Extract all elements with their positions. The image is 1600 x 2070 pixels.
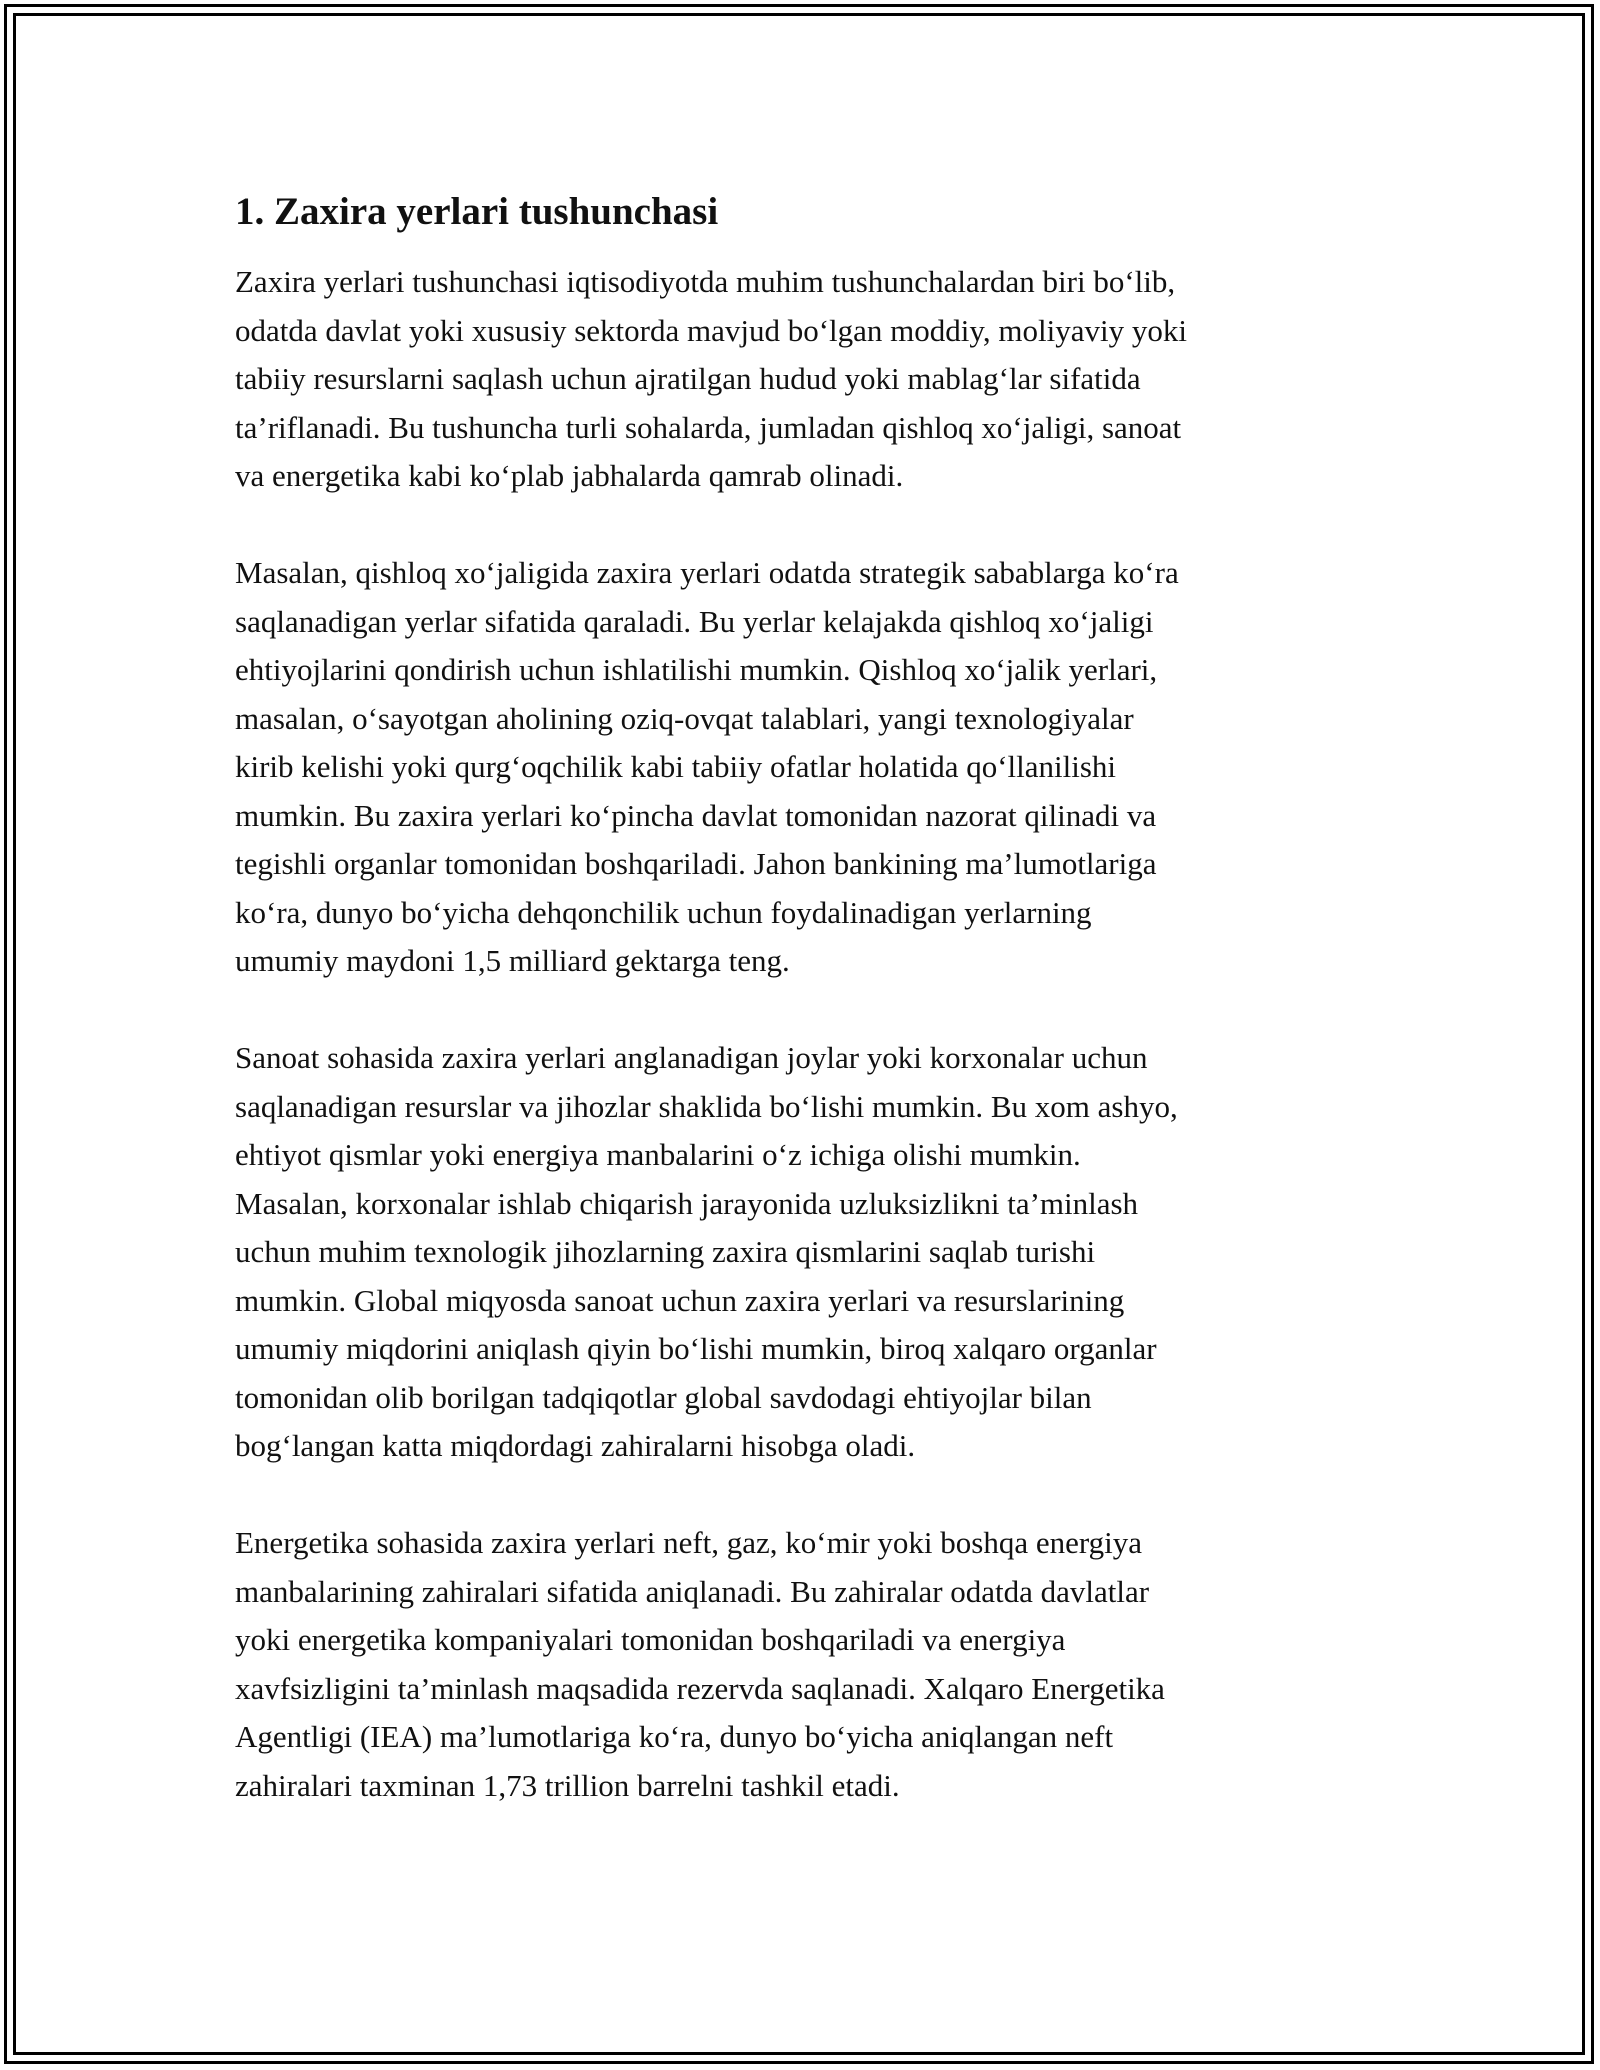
paragraph-intro bbox=[235, 258, 1375, 501]
text-line: saqlanadigan resurslar va jihozlar shaklida bo‘lishi mumkin. Bu xom ashyo, bbox=[235, 1088, 1178, 1124]
text-line: Energetika sohasida zaxira yerlari neft, gaz, ko‘mir yoki boshqa energiya bbox=[235, 1525, 1142, 1560]
text-line: mumkin. Global miqyosda sanoat uchun zaxira yerlari va resurslarining bbox=[235, 1282, 1125, 1318]
text-line: kirib kelishi yoki qurg‘oqchilik kabi tabiiy ofatlar holatida qo‘llanilishi bbox=[235, 749, 1117, 784]
text-line: ehtiyojlarini qondirish uchun ishlatilishi mumkin. Qishloq xo‘jalik yerlari, bbox=[235, 652, 1158, 687]
paragraph-industry bbox=[235, 1034, 1375, 1471]
text-line: mumkin. Bu zaxira yerlari ko‘pincha davlat tomonidan nazorat qilinadi va bbox=[235, 797, 1157, 833]
text-line: odatda davlat yoki xususiy sektorda mavjud bo‘lgan moddiy, moliyaviy yoki bbox=[235, 312, 1187, 348]
text-line: Sanoat sohasida zaxira yerlari anglanadigan joylar yoki korxonalar uchun bbox=[235, 1040, 1148, 1075]
text-line: saqlanadigan yerlar sifatida qaraladi. Bu yerlar kelajakda qishloq xo‘jaligi bbox=[235, 603, 1154, 639]
text-line: uchun muhim texnologik jihozlarning zaxira qismlarini saqlab turishi bbox=[235, 1234, 1096, 1269]
document-body bbox=[235, 188, 1375, 1859]
text-line: tegishli organlar tomonidan boshqariladi. Jahon bankining ma’lumotlariga bbox=[235, 846, 1157, 881]
text-line: bog‘langan katta miqdordagi zahiralarni hisobga oladi. bbox=[235, 1428, 916, 1463]
text-line: manbalarining zahiralari sifatida aniqlanadi. Bu zahiralar odatda davlatlar bbox=[235, 1573, 1150, 1609]
text-line: xavfsizligini ta’minlash maqsadida rezervda saqlanadi. Xalqaro Energetika bbox=[235, 1670, 1165, 1706]
text-line: Zaxira yerlari tushunchasi iqtisodiyotda muhim tushunchalardan biri bo‘lib, bbox=[235, 264, 1176, 299]
text-line: va energetika kabi ko‘plab jabhalarda qamrab olinadi. bbox=[235, 458, 904, 493]
section-heading: 1. Zaxira yerlari tushunchasi bbox=[235, 190, 719, 233]
text-line: Masalan, qishloq xo‘jaligida zaxira yerlari odatda strategik sabablarga ko‘ra bbox=[235, 555, 1179, 590]
paragraph-agriculture bbox=[235, 549, 1375, 986]
text-line: tomonidan olib borilgan tadqiqotlar global savdodagi ehtiyojlar bilan bbox=[235, 1379, 1092, 1415]
text-line: umumiy miqdorini aniqlash qiyin bo‘lishi mumkin, biroq xalqaro organlar bbox=[235, 1331, 1157, 1366]
text-line: ehtiyot qismlar yoki energiya manbalarini o‘z ichiga olishi mumkin. bbox=[235, 1137, 1081, 1172]
text-line: tabiiy resurslarni saqlash uchun ajratilgan hudud yoki mablag‘lar sifatida bbox=[235, 361, 1141, 396]
text-line: yoki energetika kompaniyalari tomonidan boshqariladi va energiya bbox=[235, 1622, 1066, 1657]
text-line: masalan, o‘sayotgan aholining oziq-ovqat talablari, yangi texnologiyalar bbox=[235, 700, 1134, 736]
text-line: ta’riflanadi. Bu tushuncha turli sohalarda, jumladan qishloq xo‘jaligi, sanoat bbox=[235, 409, 1182, 445]
text-line: umumiy maydoni 1,5 milliard gektarga teng. bbox=[235, 943, 790, 978]
paragraph-energy bbox=[235, 1519, 1375, 1810]
text-line: Masalan, korxonalar ishlab chiqarish jarayonida uzluksizlikni ta’minlash bbox=[235, 1185, 1139, 1221]
text-line: Agentligi (IEA) ma’lumotlariga ko‘ra, dunyo bo‘yicha aniqlangan neft bbox=[235, 1719, 1114, 1754]
text-line: zahiralari taxminan 1,73 trillion barrelni tashkil etadi. bbox=[235, 1767, 900, 1803]
text-line: ko‘ra, dunyo bo‘yicha dehqonchilik uchun foydalinadigan yerlarning bbox=[235, 894, 1092, 930]
